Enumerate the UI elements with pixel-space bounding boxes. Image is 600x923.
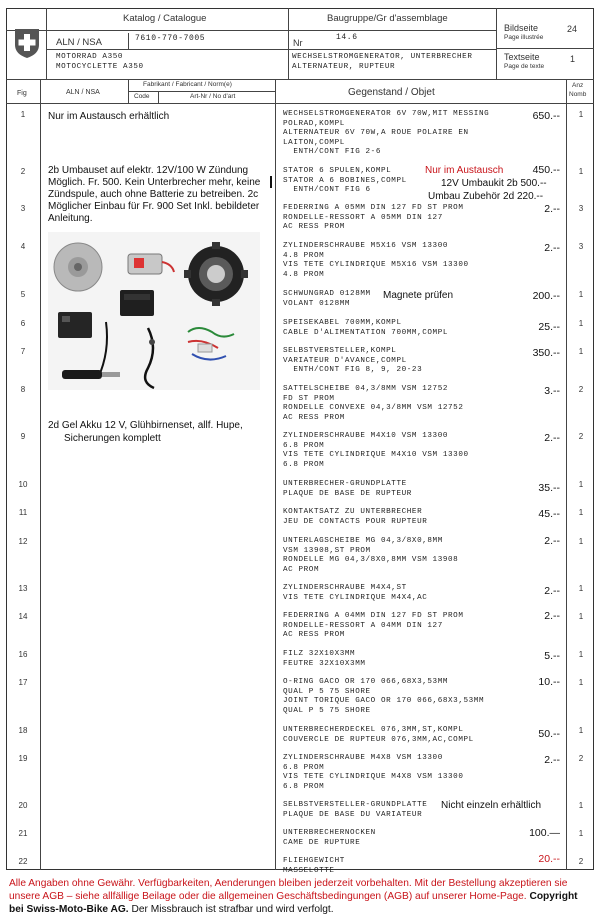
- row-price: 2.--: [544, 432, 560, 444]
- bildseite-value: 24: [567, 24, 578, 34]
- row-qty: 2: [578, 432, 584, 441]
- row-qty: 1: [578, 584, 584, 593]
- row-fig: 9: [20, 432, 26, 441]
- row-qty: 1: [578, 612, 584, 621]
- row-qty: 1: [578, 650, 584, 659]
- row-qty: 1: [578, 319, 584, 328]
- conversion-note: 2b Umbauset auf elektr. 12V/100 W Zündung Möglich. Fr. 500. Kein Unterbrecher mehr, keine Zündspule, auch ohne Batterie zu betreiben. 2c Möglicher Einbau für Fr. 900 Set Inkl. bebildeter Anleitung.: [48, 165, 261, 224]
- textseite-sub: Page de texte: [504, 63, 545, 70]
- row-description: SELBSTVERSTELLER,KOMPL VARIATEUR D'AVANCE,COMPL ENTH/CONT FIG 8, 9, 20-23: [283, 347, 423, 375]
- exchange-only-red-note: Nur im Austausch: [425, 165, 504, 176]
- conversion-accessory-note: Umbau Zubehör 2d 220.--: [428, 191, 544, 202]
- row-price: 50.--: [538, 728, 560, 740]
- row-description: ZYLINDERSCHRAUBE M4X10 VSM 13300 6.8 PROM VIS TETE CYLINDRIQUE M4X10 VSM 13300 6.8 PROM: [283, 432, 469, 469]
- row-qty: 1: [578, 508, 584, 517]
- model-fr: MOTOCYCLETTE A350: [56, 63, 144, 71]
- row-description: KONTAKTSATZ ZU UNTERBRECHER JEU DE CONTACTS POUR RUPTEUR: [283, 508, 428, 526]
- group-name-de: WECHSELSTROMGENERATOR, UNTERBRECHER: [292, 53, 473, 61]
- copyright-note: Copyright bei Swiss-Moto-Bike AG.: [9, 891, 578, 915]
- row-qty: 3: [578, 204, 584, 213]
- row-qty: 1: [578, 801, 584, 810]
- catalog-title: Katalog / Catalogue: [123, 13, 207, 24]
- model-de: MOTORRAD A350: [56, 53, 124, 61]
- row-description: O-RING GACO OR 170 066,68X3,53MM QUAL P 5 75 SHORE JOINT TORIQUE GACO OR 170 066,68X3,53MM QUAL P 5 75 SHORE: [283, 678, 485, 715]
- row-description: UNTERLAGSCHEIBE MG 04,3/8X0,8MM VSM 13908,ST PROM RONDELLE MG 04,3/8X0,8MM VSM 13908 AC PROM: [283, 537, 459, 574]
- row-description: ZYLINDERSCHRAUBE M4X8 VSM 13300 6.8 PROM VIS TETE CYLINDRIQUE M4X8 VSM 13300 6.8 PROM: [283, 754, 464, 791]
- row-description: FEDERRING A 05MM DIN 127 FD ST PROM RONDELLE-RESSORT A 05MM DIN 127 AC RESS PROM: [283, 204, 464, 232]
- not-single-note: Nicht einzeln erhältlich: [441, 800, 542, 811]
- row-description: UNTERBRECHER-GRUNDPLATTE PLAQUE DE BASE DE RUPTEUR: [283, 480, 412, 498]
- row-price: 2.--: [544, 610, 560, 622]
- textseite-label: Textseite: [504, 52, 540, 62]
- row-fig: 18: [18, 726, 28, 735]
- row-fig: 10: [18, 480, 28, 489]
- disclaimer-main: Alle Angaben ohne Gewähr. Verfügbarkeiten, Aenderungen bleiben jederzeit vorbehalten. Mit der Bestellung akzeptieren sie unsere AGB – siehe allfällige Beilage oder die allgemeinen Geschäftsbedingungen (AGB) auf unserer Home-Page.: [9, 878, 568, 902]
- column-header-nomb: Nomb: [569, 91, 587, 98]
- exchange-note: Nur im Austausch erhältlich: [48, 111, 170, 122]
- row-description: STATOR 6 SPULEN,KOMPL STATOR A 6 BOBINES,COMPL ENTH/CONT FIG 6: [283, 167, 407, 195]
- row-qty: 2: [578, 857, 584, 866]
- row-description: SPEISEKABEL 700MM,KOMPL CABLE D'ALIMENTATION 700MM,COMPL: [283, 319, 449, 337]
- row-fig: 5: [20, 290, 26, 299]
- row-price: 350.--: [532, 347, 560, 359]
- row-price: 450.--: [532, 164, 560, 176]
- group-name-fr: ALTERNATEUR, RUPTEUR: [292, 63, 396, 71]
- column-header-fig: Fig: [17, 90, 27, 97]
- row-price: 35.--: [538, 482, 560, 494]
- bildseite-sub: Page illustrée: [504, 34, 544, 41]
- row-fig: 11: [18, 508, 28, 517]
- row-description: ZYLINDERSCHRAUBE M5X16 VSM 13300 4.8 PROM VIS TETE CYLINDRIQUE M5X16 VSM 13300 4.8 PROM: [283, 242, 469, 279]
- row-price: 10.--: [538, 676, 560, 688]
- bildseite-label: Bildseite: [504, 23, 539, 33]
- row-qty: 2: [578, 385, 584, 394]
- nr-value: 14.6: [336, 33, 358, 42]
- textseite-value: 1: [570, 54, 576, 64]
- battery-note-line2: Sicherungen komplett: [64, 433, 161, 444]
- row-price: 2.--: [544, 585, 560, 597]
- row-qty: 2: [578, 754, 584, 763]
- row-qty: 1: [578, 167, 584, 176]
- row-price: 2.--: [544, 535, 560, 547]
- row-qty: 1: [578, 347, 584, 356]
- conversion-kit-photo: [48, 232, 260, 390]
- row-fig: 17: [18, 678, 28, 687]
- row-qty: 1: [578, 726, 584, 735]
- row-price: 2.--: [544, 754, 560, 766]
- flywheel-note: Magnete prüfen: [383, 290, 454, 301]
- misuse-note: Der Missbrauch ist strafbar und wird verfolgt.: [131, 904, 334, 915]
- row-qty: 1: [578, 678, 584, 687]
- row-description: FLIEHGEWICHT MASSELOTTE: [283, 857, 345, 875]
- row-fig: 20: [18, 801, 28, 810]
- disclaimer-text: [9, 877, 594, 916]
- row-description: WECHSELSTROMGENERATOR 6V 70W,MIT MESSING POLRAD,KOMPL ALTERNATEUR 6V 70W,A ROUE POLAIRE EN LAITON,COMPL ENTH/CONT FIG 2-6: [283, 110, 490, 157]
- row-qty: 1: [578, 110, 584, 119]
- row-fig: 3: [20, 204, 26, 213]
- row-qty: 3: [578, 242, 584, 251]
- column-header-gegenstand: Gegenstand / Objet: [348, 87, 435, 98]
- row-qty: 1: [578, 537, 584, 546]
- row-price: 25.--: [538, 321, 560, 333]
- column-header-anz: Anz: [572, 82, 584, 89]
- row-description: UNTERBRECHERNOCKEN CAME DE RUPTURE: [283, 829, 376, 847]
- column-header-art-nr: Art-Nr / No d'art: [190, 93, 236, 100]
- row-description: UNTERBRECHERDECKEL 076,3MM,ST,KOMPL COUVERCLE DE RUPTEUR 076,3MM,AC,COMPL: [283, 726, 474, 744]
- row-fig: 1: [20, 110, 26, 119]
- row-price: 20.--: [538, 853, 560, 865]
- nr-label: Nr: [293, 38, 303, 48]
- row-fig: 12: [18, 537, 28, 546]
- aln-number: 7610-770-7005: [135, 34, 206, 43]
- row-description: SATTELSCHEIBE 04,3/8MM VSM 12752 FD ST PROM RONDELLE CONVEXE 04,3/8MM VSM 12752 AC RESS PROM: [283, 385, 464, 422]
- row-fig: 21: [18, 829, 28, 838]
- conversion-kit-note: 12V Umbaukit 2b 500.--: [441, 178, 547, 189]
- row-fig: 22: [18, 857, 28, 866]
- row-price: 200.--: [532, 290, 560, 302]
- row-price: 2.--: [544, 242, 560, 254]
- column-header-aln: ALN / NSA: [66, 89, 100, 96]
- row-qty: 1: [578, 290, 584, 299]
- row-fig: 6: [20, 319, 26, 328]
- row-price: 2.--: [544, 203, 560, 215]
- column-header-code: Code: [134, 93, 150, 100]
- row-price: 5.--: [544, 650, 560, 662]
- row-price: 100.—: [529, 827, 560, 839]
- row-fig: 2: [20, 167, 26, 176]
- column-header-fabrikant: Fabrikant / Fabricant / Norm(e): [143, 81, 232, 88]
- row-fig: 4: [20, 242, 26, 251]
- group-title: Baugruppe/Gr d'assemblage: [327, 13, 448, 24]
- row-price: 45.--: [538, 508, 560, 520]
- row-fig: 7: [20, 347, 26, 356]
- row-description: SCHWUNGRAD 0128MM VOLANT 0128MM: [283, 290, 371, 308]
- row-price: 3.--: [544, 385, 560, 397]
- row-description: FILZ 32X10X3MM FEUTRE 32X10X3MM: [283, 650, 366, 668]
- row-qty: 1: [578, 829, 584, 838]
- row-fig: 16: [18, 650, 28, 659]
- row-fig: 19: [18, 754, 28, 763]
- battery-note-line1: 2d Gel Akku 12 V, Glühbirnenset, allf. Hupe,: [48, 420, 243, 431]
- row-fig: 14: [18, 612, 28, 621]
- row-description: FEDERRING A 04MM DIN 127 FD ST PROM RONDELLE-RESSORT A 04MM DIN 127 AC RESS PROM: [283, 612, 464, 640]
- row-qty: 1: [578, 480, 584, 489]
- row-fig: 8: [20, 385, 26, 394]
- row-price: 650.--: [532, 110, 560, 122]
- row-description: SELBSTVERSTELLER-GRUNDPLATTE PLAQUE DE BASE DU VARIATEUR: [283, 801, 428, 819]
- row-fig: 13: [18, 584, 28, 593]
- row-description: ZYLINDERSCHRAUBE M4X4,ST VIS TETE CYLINDRIQUE M4X4,AC: [283, 584, 428, 602]
- text-cursor: [270, 176, 272, 188]
- aln-label: ALN / NSA: [56, 37, 102, 48]
